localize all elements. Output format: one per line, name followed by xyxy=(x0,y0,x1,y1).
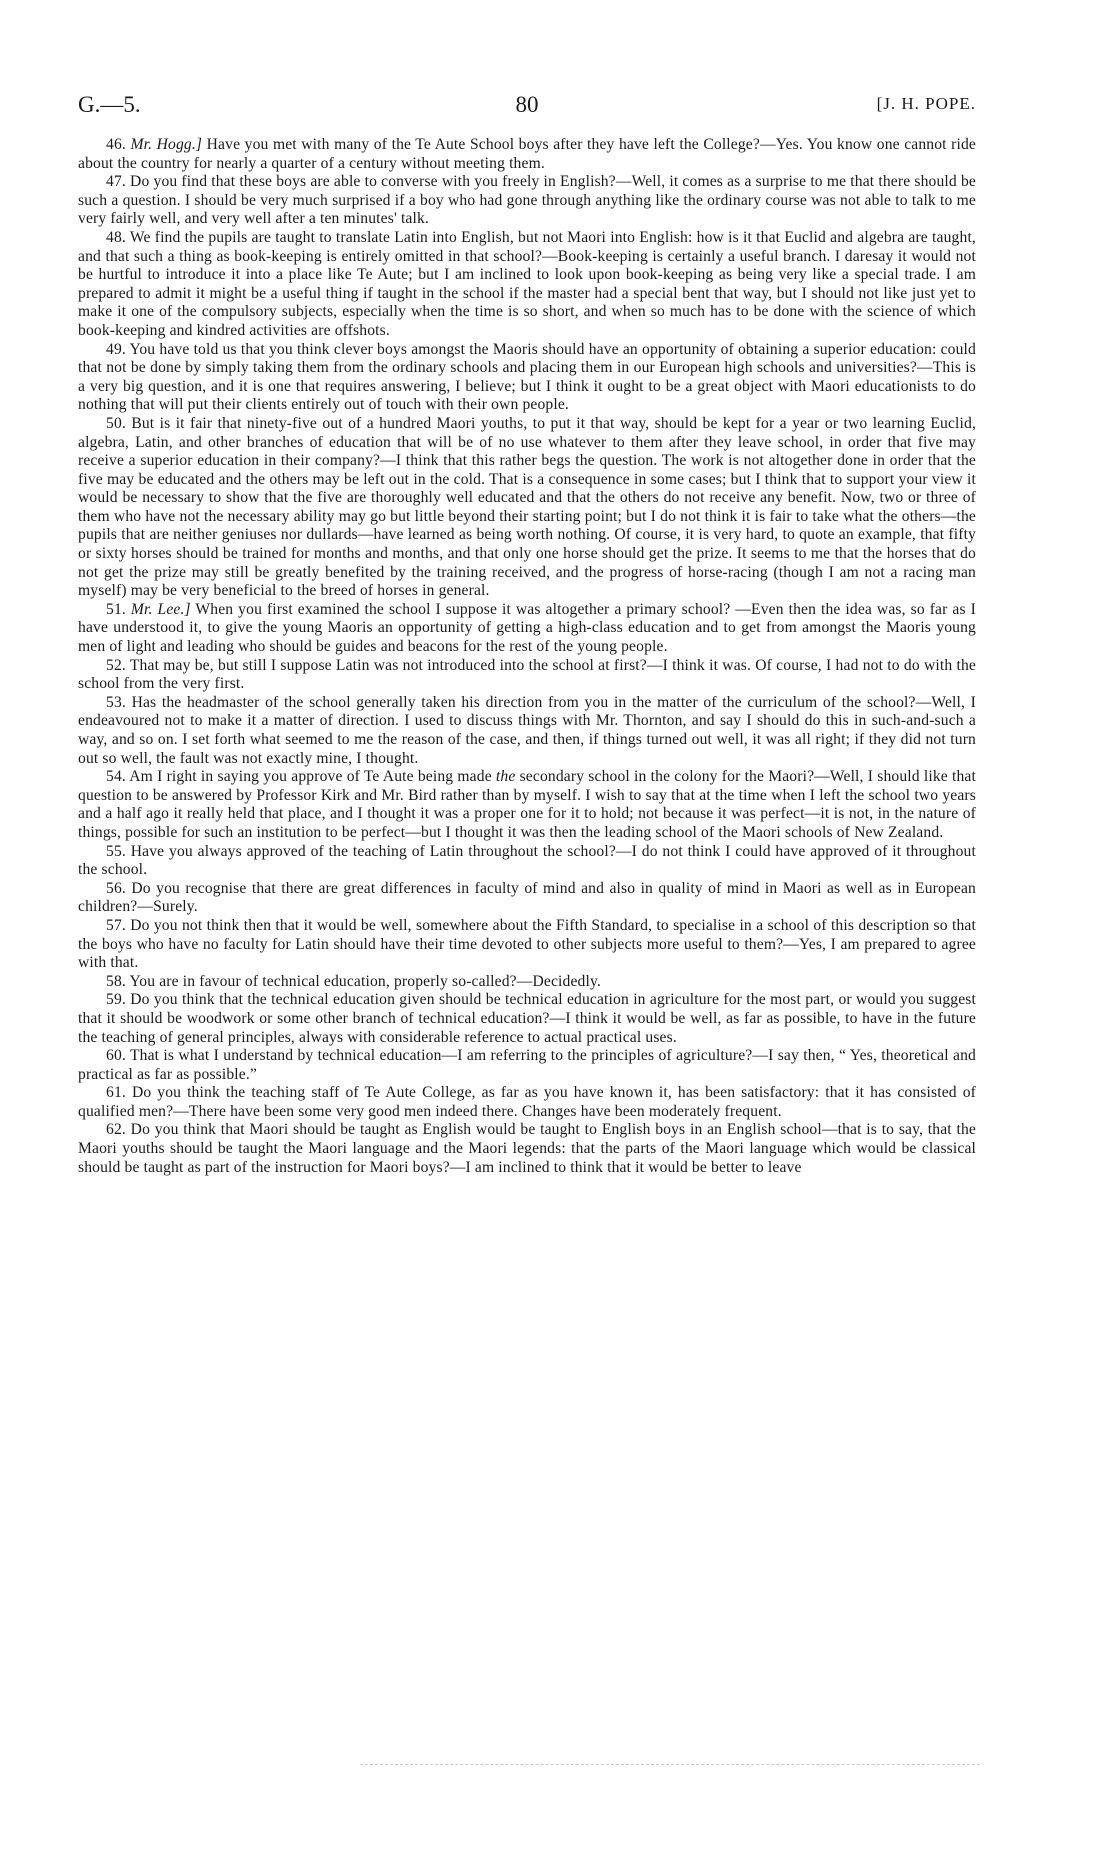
page-number: 80 xyxy=(515,92,539,117)
question-paragraph: 47. Do you find that these boys are able to converse with you freely in English?—Well, it comes as a surprise to me that there should be such a question. I should be very much surprised if a boy who had gone through anything like the ordinary course was not able to talk to me very fairly well, and very well after a ten minutes' talk. xyxy=(78,173,976,228)
question-paragraph: 62. Do you think that Maori should be taught as English would be taught to English boys in an English school—that is to say, that the Maori youths should be taught the Maori language and the Maori legends: that the parts of the Maori language which would be classical should be taught as part of the instruction for Maori boys?—I am inclined to think that it would be better to leave xyxy=(78,1121,976,1176)
speaker-label: Mr. Lee.] xyxy=(130,600,191,618)
question-paragraph: 49. You have told us that you think clever boys amongst the Maoris should have an opportunity of obtaining a superior education: could that not be done by simply taking them from the ordinary schools and placing them in our European high schools and universities?—This is a very big question, and it is one that requires answering, I believe; but I think it ought to be a great object with Maori educationists to do nothing that will put their clients entirely out of touch with their own people. xyxy=(78,340,976,414)
question-paragraph: 57. Do you not think then that it would be well, somewhere about the Fifth Standard, to specialise in a school of this description so that the boys who have no faculty for Latin should have their time devoted to other subjects more useful to them?—Yes, I am prepared to agree with that. xyxy=(78,916,976,972)
question-paragraph: 48. We find the pupils are taught to translate Latin into English, but not Maori into English: how is it that Euclid and algebra are taught, and that such a thing as book-keeping is entirely omitted in that school?—Book-keeping is certainly a useful branch. I daresay it would not be hurtful to introduce it into a place like Te Aute; but I am inclined to look upon book-keeping as being very like a special trade. I am prepared to admit it might be a useful thing if taught in the school if the master had a special bent that way, but I should not like just yet to make it one of the compulsory subjects, especially when the time is so short, and when so much has to be done with the science of which book-keeping and kindred activities are offshots. xyxy=(78,228,976,339)
question-paragraph: 50. But is it fair that ninety-five out of a hundred Maori youths, to put it that way, should be kept for a year or two learning Euclid, algebra, Latin, and other branches of education that will be of no use whatever to them after they leave school, in order that five may receive a superior education in their company?—I think that this rather begs the question. The work is not altogether done in order that the five may be educated and the others may be left out in the cold. That is a consequence in some cases; but I think that to support your view it would be necessary to show that the five are thoroughly well educated and that the others do not receive any benefit. Now, two or three of them who have not the necessary ability may go but little beyond their starting point; but I do not think it is fair to take what the others—the pupils that are neither geniuses nor dullards—have learned as being worth nothing. Of course, it is very hard, to quote an example, that fifty or sixty horses should be trained for months and months, and that only one horse should get the prize. It seems to me that the horses that do not get the prize may still be greatly benefited by the training received, and the progress of horse-racing (though I am not a racing man myself) may be very beneficial to the breed of horses in general. xyxy=(78,414,976,600)
question-paragraph: 54. Am I right in saying you approve of Te Aute being made the secondary school in the colony for the Maori?—Well, I should like that question to be answered by Professor Kirk and Mr. Bird rather than by myself. I wish to say that at the time when I left the school two years and a half ago it really held that place, and I thought it was a proper one for it to hold; not because it was perfect—it is not, in the nature of things, possible for such an institution to be perfect—but I thought it was then the leading school of the Maori schools of New Zealand. xyxy=(78,768,976,841)
document-reference: G.—5. xyxy=(78,92,141,117)
question-paragraph: 52. That may be, but still I suppose Latin was not introduced into the school at first?—I think it was. Of course, I had not to do with the school from the very first. xyxy=(78,656,976,693)
emphasis: the xyxy=(495,768,516,786)
question-paragraph: 59. Do you think that the technical education given should be technical education in agriculture for the most part, or would you suggest that it should be woodwork or some other branch of technical education?—I think it would be well, as far as possible, to have in the future the teaching of general principles, always with considerable reference to actual practical uses. xyxy=(78,991,976,1046)
question-paragraph: 46. Mr. Hogg.] Have you met with many of the Te Aute School boys after they have left the College?—Yes. You know one cannot ride about the country for nearly a quarter of a century without meeting them. xyxy=(78,136,976,172)
page-header xyxy=(78,92,976,132)
witness-name: [J. H. POPE. xyxy=(876,94,976,113)
speaker-label: Mr. Hogg.] xyxy=(130,136,203,153)
question-paragraph: 51. Mr. Lee.] When you first examined the school I suppose it was altogether a primary school? —Even then the idea was, so far as I have understood it, to give the young Maoris an opportunity of getting a high-class education and to get from amongst the Maoris young men of light and leading who should be guides and beacons for the rest of the young people. xyxy=(78,600,976,656)
question-paragraph: 60. That is what I understand by technical education—I am referring to the principles of agriculture?—I say then, “ Yes, theoretical and practical as far as possible.” xyxy=(78,1047,976,1083)
question-paragraph: 55. Have you always approved of the teaching of Latin throughout the school?—I do not think I could have approved of it throughout the school. xyxy=(78,842,976,879)
document-page xyxy=(78,92,976,1177)
question-paragraph: 56. Do you recognise that there are great differences in faculty of mind and also in quality of mind in Maori as well as in European children?—Surely. xyxy=(78,879,976,916)
page-bottom-rule xyxy=(360,1764,980,1765)
question-paragraph: 58. You are in favour of technical education, properly so-called?—Decidedly. xyxy=(106,972,601,990)
question-paragraph: 53. Has the headmaster of the school generally taken his direction from you in the matter of the curriculum of the school?—Well, I endeavoured not to make it a matter of direction. I used to discuss things with Mr. Thornton, and say I should do this in such-and-such a way, and so on. I set forth what seemed to me the reason of the case, and then, if things turned out well, it was all right; if they did not turn out so well, the fault was not exactly mine, I thought. xyxy=(78,693,976,767)
question-paragraph: 61. Do you think the teaching staff of Te Aute College, as far as you have known it, has been satisfactory: that it has consisted of qualified men?—There have been some very good men indeed there. Changes have been moderately frequent. xyxy=(78,1084,976,1120)
page-body xyxy=(78,136,976,1177)
